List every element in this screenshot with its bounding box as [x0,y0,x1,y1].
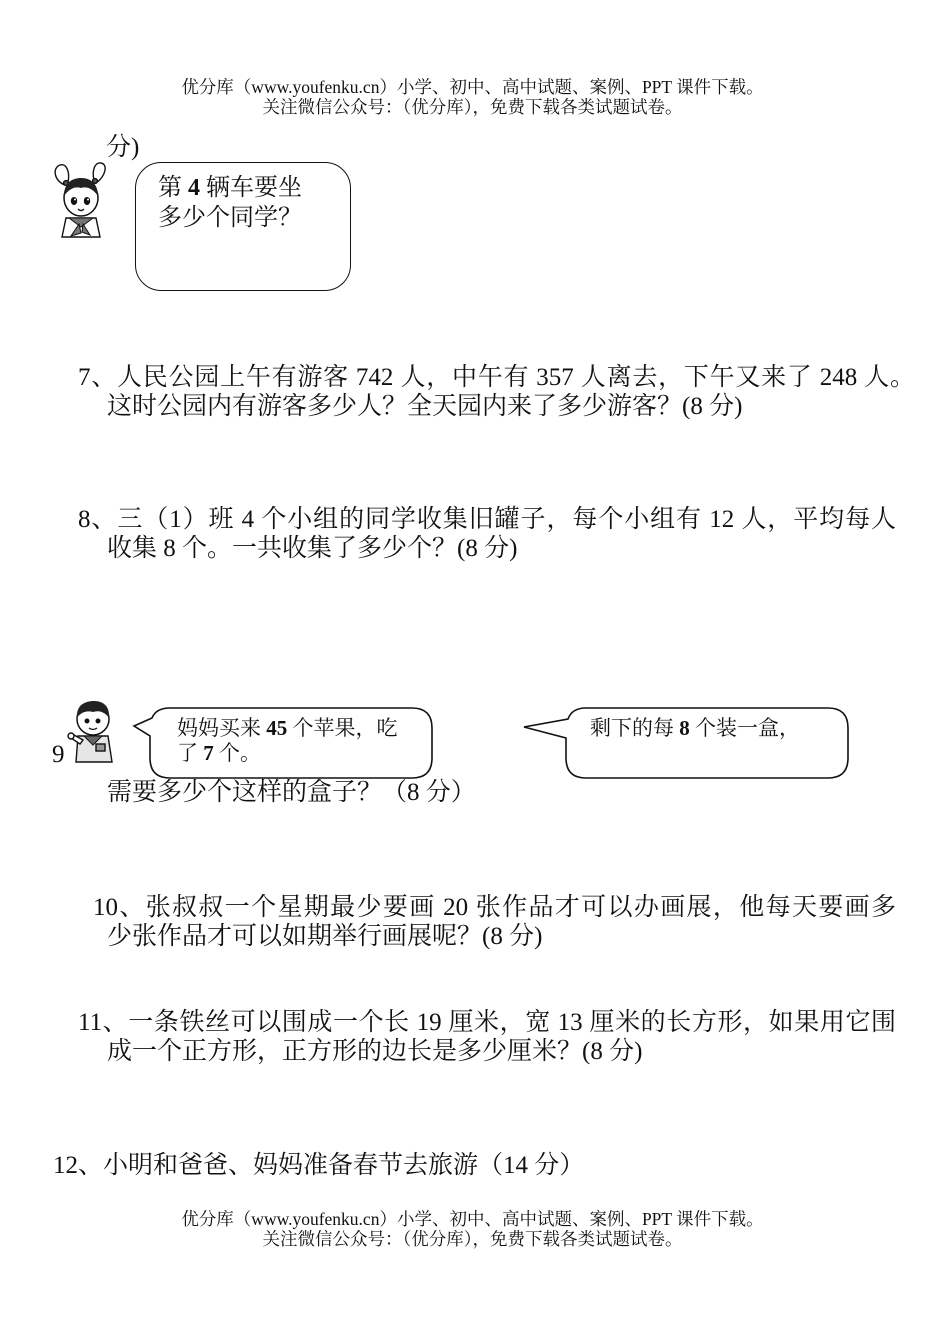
bubble-9a-line-1 [177,716,398,741]
question-6-tail: 分) [106,134,140,161]
header-line-2: 关注微信公众号：（优分库），免费下载各类试题试卷。 [262,97,683,117]
bubble-9a-line-2 [177,741,261,766]
bubble-9a-line-2-post: 个。 [213,741,261,765]
bubble-6-line-1-pre: 第 [158,175,188,201]
question-8-line-2: 收集 8 个。一共收集了多少个？(8 分) [107,535,518,562]
bubble-6-line-2: 多少个同学？ [158,205,302,231]
bubble-9a-line-1-post: 个苹果，吃 [287,716,398,740]
question-10-line-1: 10、张叔叔一个星期最少要画 20 张作品才可以办画展，他每天要画多 [93,894,896,921]
bubble-9a-eaten-count: 7 [203,741,214,765]
bubble-6-car-number: 4 [188,175,200,201]
question-7-line-2: 这时公园内有游客多少人？全天园内来了多少游客？(8 分) [107,393,743,420]
question-11-line-1: 11、一条铁丝可以围成一个长 19 厘米，宽 13 厘米的长方形，如果用它围 [78,1009,896,1036]
question-10-line-2: 少张作品才可以如期举行画展呢？(8 分) [107,923,543,950]
bubble-9a-line-1-pre: 妈妈买来 [177,716,267,740]
bubble-9b-post: 个装一盒， [689,716,800,740]
bubble-9b-pre: 剩下的每 [590,716,680,740]
bubble-9a-apple-count: 45 [266,716,288,740]
girl-pigtail-right [93,163,106,183]
question-8-line-1: 8、三（1）班 4 个小组的同学收集旧罐子，每个小组有 12 人，平均每人 [78,506,896,533]
bubble-9a-line-2-pre: 了 [177,741,204,765]
bubble-9b-line-1 [590,716,800,741]
bubble-9b-box-size: 8 [679,716,690,740]
header-line-1: 优分库（www.youfenku.cn）小学、初中、高中试题、案例、PPT 课件下载。 [181,77,764,97]
question-7-line-1: 7、人民公园上午有游客 742 人，中午有 357 人离去，下午又来了 248 人。 [78,364,915,391]
question-9-number: 9 [52,741,65,768]
girl-pigtail-left [55,165,68,186]
question-9-prompt: 需要多少个这样的盒子？（8 分） [107,779,476,806]
girl-illustration [51,161,111,237]
footer-line-2: 关注微信公众号：（优分库），免费下载各类试题试卷。 [262,1229,683,1249]
question-11-line-2: 成一个正方形，正方形的边长是多少厘米？(8 分) [107,1038,643,1065]
boy-illustration [66,698,120,764]
bubble-6-line-1 [158,173,302,203]
boy-head [77,701,109,735]
question-12-line-1: 12、小明和爸爸、妈妈准备春节去旅游（14 分） [53,1152,585,1179]
bubble-6-line-1-post: 辆车要坐 [200,175,302,201]
footer-line-1: 优分库（www.youfenku.cn）小学、初中、高中试题、案例、PPT 课件下载。 [181,1209,764,1229]
girl-head [64,178,98,216]
